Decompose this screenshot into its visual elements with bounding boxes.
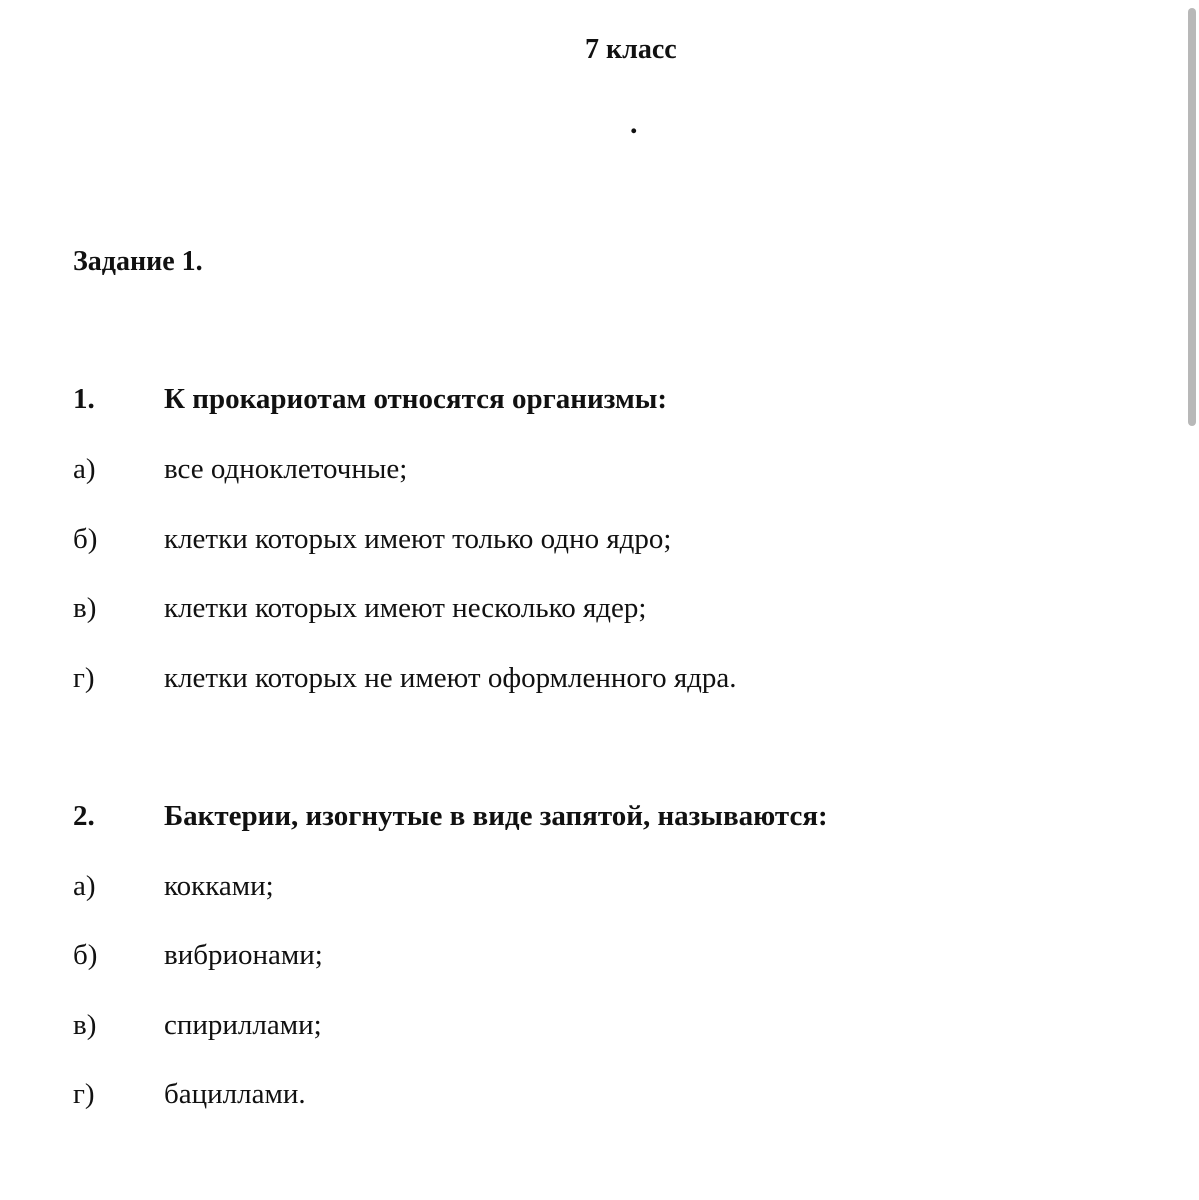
title-dot: . [630,107,638,140]
option-marker: в) [73,592,97,624]
question-2-number: 2. [73,800,95,832]
option-marker: б) [73,939,98,971]
option-text: кокками; [164,870,274,902]
option-marker: б) [73,523,98,555]
option-marker: в) [73,1009,97,1041]
option-text: вибрионами; [164,939,323,971]
option-text: бациллами. [164,1078,306,1110]
vertical-scrollbar[interactable] [1188,8,1196,426]
question-1-number: 1. [73,383,95,415]
question-1-text: К прокариотам относятся организмы: [164,383,667,415]
question-2-text: Бактерии, изогнутые в виде запятой, называются: [164,800,828,832]
option-text: клетки которых имеют только одно ядро; [164,523,672,555]
option-marker: г) [73,1078,95,1110]
task-title: Задание 1. [73,246,203,277]
option-text: спириллами; [164,1009,322,1041]
option-text: клетки которых имеют несколько ядер; [164,592,647,624]
option-marker: а) [73,453,96,485]
option-marker: г) [73,662,95,694]
option-marker: а) [73,870,96,902]
grade-title: 7 класс [585,34,677,65]
option-text: все одноклеточные; [164,453,408,485]
option-text: клетки которых не имеют оформленного ядра. [164,662,737,694]
